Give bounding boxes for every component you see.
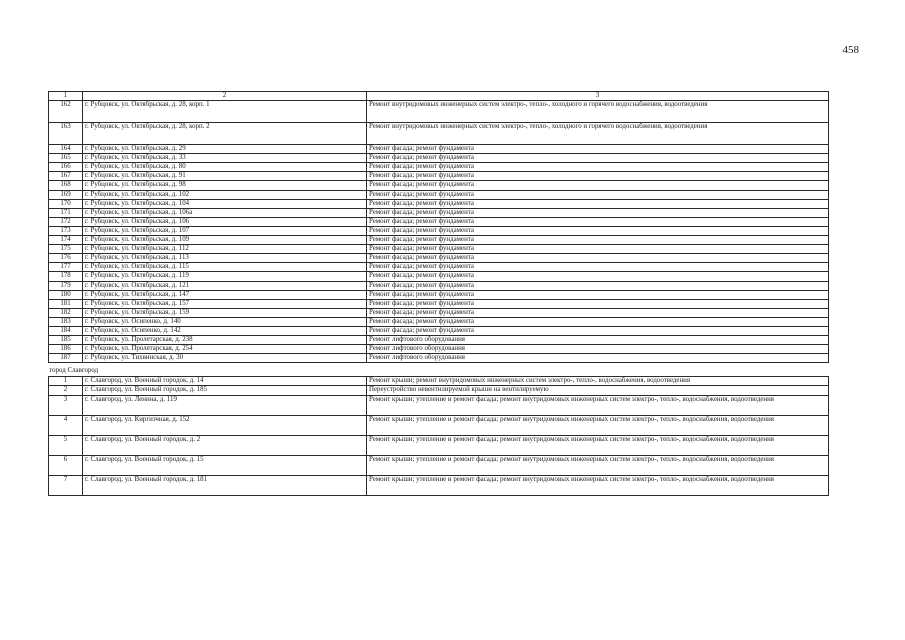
work-type-cell: Ремонт фасада; ремонт фундамента — [367, 145, 829, 154]
row-number-cell: 182 — [49, 308, 83, 317]
table-row — [49, 354, 829, 363]
address-cell: г. Рубцовск, ул. Октябрьская, д. 121 — [83, 281, 367, 290]
address-cell: г. Рубцовск, ул. Октябрьская, д. 91 — [83, 172, 367, 181]
work-type-cell: Ремонт фасада; ремонт фундамента — [367, 226, 829, 235]
address-cell: г. Славгород, ул. Киргизчная, д. 152 — [83, 415, 367, 435]
address-cell: г. Рубцовск, ул. Октябрьская, д. 28, корп. 1 — [83, 101, 367, 123]
address-cell: г. Рубцовск, ул. Октябрьская, д. 104 — [83, 199, 367, 208]
row-number-cell: 166 — [49, 163, 83, 172]
work-type-cell: Ремонт внутридомовых инженерных систем электро-, тепло-, холодного и горячего водоснабжения, водоотведения — [367, 123, 829, 145]
row-number-cell: 173 — [49, 226, 83, 235]
table-row — [49, 226, 829, 235]
address-cell: г. Рубцовск, ул. Пролетарская, д. 254 — [83, 345, 367, 354]
row-number-cell: 178 — [49, 272, 83, 281]
row-number-cell: 163 — [49, 123, 83, 145]
table-row — [49, 254, 829, 263]
work-type-cell: Ремонт фасада; ремонт фундамента — [367, 281, 829, 290]
work-type-cell: Ремонт фасада; ремонт фундамента — [367, 308, 829, 317]
row-number-cell: 185 — [49, 336, 83, 345]
work-type-cell: Ремонт фасада; ремонт фундамента — [367, 245, 829, 254]
work-type-cell: Ремонт фасада; ремонт фундамента — [367, 199, 829, 208]
city-section-heading: город Славгород — [49, 363, 829, 377]
address-cell: г. Рубцовск, ул. Пролетарская, д. 238 — [83, 336, 367, 345]
address-cell: г. Славгород, ул. Военный городок, д. 181 — [83, 475, 367, 495]
address-cell: г. Рубцовск, ул. Октябрьская, д. 28, корп. 2 — [83, 123, 367, 145]
address-cell: г. Рубцовск, ул. Октябрьская, д. 107 — [83, 226, 367, 235]
address-cell: г. Рубцовск, ул. Тихвинская, д. 30 — [83, 354, 367, 363]
table-body — [49, 92, 829, 496]
table-row — [49, 172, 829, 181]
address-cell: г. Славгород, ул. Военный городок, д. 2 — [83, 435, 367, 455]
table-row — [49, 308, 829, 317]
table-row — [49, 290, 829, 299]
table-row — [49, 345, 829, 354]
table-row — [49, 208, 829, 217]
table-row — [49, 236, 829, 245]
address-cell: г. Рубцовск, ул. Октябрьская, д. 106а — [83, 208, 367, 217]
address-cell: г. Рубцовск, ул. Октябрьская, д. 80 — [83, 163, 367, 172]
row-number-cell: 3 — [49, 395, 83, 415]
table-row — [49, 163, 829, 172]
work-type-cell: Ремонт фасада; ремонт фундамента — [367, 163, 829, 172]
address-cell: г. Рубцовск, ул. Октябрьская, д. 109 — [83, 236, 367, 245]
work-type-cell: Ремонт крыши; ремонт внутридомовых инженерных систем электро-, тепло-, водоснабжения, водоотведения — [367, 377, 829, 386]
table-row — [49, 395, 829, 415]
row-number-cell: 165 — [49, 154, 83, 163]
row-number-cell: 184 — [49, 326, 83, 335]
address-cell: г. Рубцовск, ул. Октябрьская, д. 29 — [83, 145, 367, 154]
row-number-cell: 2 — [49, 386, 83, 395]
table-row — [49, 455, 829, 475]
table-row — [49, 154, 829, 163]
table-row — [49, 245, 829, 254]
work-type-cell: Ремонт фасада; ремонт фундамента — [367, 299, 829, 308]
work-type-cell: Ремонт фасада; ремонт фундамента — [367, 217, 829, 226]
row-number-cell: 4 — [49, 415, 83, 435]
address-cell: г. Рубцовск, ул. Октябрьская, д. 33 — [83, 154, 367, 163]
row-number-cell: 175 — [49, 245, 83, 254]
work-type-cell: Ремонт фасада; ремонт фундамента — [367, 172, 829, 181]
table-row — [49, 123, 829, 145]
work-type-cell: Ремонт лифтового оборудования — [367, 345, 829, 354]
row-number-cell: 170 — [49, 199, 83, 208]
work-type-cell: Ремонт фасада; ремонт фундамента — [367, 254, 829, 263]
address-cell: г. Рубцовск, ул. Октябрьская, д. 159 — [83, 308, 367, 317]
address-cell: г. Рубцовск, ул. Октябрьская, д. 102 — [83, 190, 367, 199]
row-number-cell: 162 — [49, 101, 83, 123]
work-type-cell: Ремонт фасада; ремонт фундамента — [367, 263, 829, 272]
table-row — [49, 263, 829, 272]
work-type-cell: Ремонт фасада; ремонт фундамента — [367, 317, 829, 326]
row-number-cell: 186 — [49, 345, 83, 354]
work-type-cell: Ремонт крыши; утепление и ремонт фасада; ремонт внутридомовых инженерных систем электро-, тепло-, водоснабжения, водоотведения — [367, 395, 829, 415]
page-number: 458 — [842, 44, 859, 56]
row-number-cell: 181 — [49, 299, 83, 308]
address-cell: г. Славгород, ул. Ленина, д. 119 — [83, 395, 367, 415]
address-cell: г. Рубцовск, ул. Октябрьская, д. 106 — [83, 217, 367, 226]
address-cell: г. Славгород, ул. Военный городок, д. 14 — [83, 377, 367, 386]
work-type-cell: Ремонт фасада; ремонт фундамента — [367, 326, 829, 335]
work-type-cell: Переустройство невентилируемой крыши на вентилируемую — [367, 386, 829, 395]
address-cell: г. Славгород, ул. Военный городок, д. 185 — [83, 386, 367, 395]
row-number-cell: 164 — [49, 145, 83, 154]
row-number-cell: 172 — [49, 217, 83, 226]
row-number-cell: 174 — [49, 236, 83, 245]
column-number-1: 1 — [49, 92, 83, 101]
row-number-cell: 168 — [49, 181, 83, 190]
address-cell: г. Рубцовск, ул. Октябрьская, д. 98 — [83, 181, 367, 190]
row-number-cell: 7 — [49, 475, 83, 495]
table-row — [49, 377, 829, 386]
address-cell: г. Рубцовск, ул. Октябрьская, д. 157 — [83, 299, 367, 308]
address-cell: г. Рубцовск, ул. Октябрьская, д. 113 — [83, 254, 367, 263]
table-row — [49, 475, 829, 495]
work-type-cell: Ремонт фасада; ремонт фундамента — [367, 154, 829, 163]
address-cell: г. Рубцовск, ул. Осипенко, д. 140 — [83, 317, 367, 326]
table-row — [49, 101, 829, 123]
row-number-cell: 179 — [49, 281, 83, 290]
repair-schedule-table — [48, 91, 829, 496]
address-cell: г. Рубцовск, ул. Октябрьская, д. 115 — [83, 263, 367, 272]
column-number-2: 2 — [83, 92, 367, 101]
address-cell: г. Славгород, ул. Военный городок, д. 15 — [83, 455, 367, 475]
table-row — [49, 281, 829, 290]
row-number-cell: 169 — [49, 190, 83, 199]
table-row — [49, 272, 829, 281]
row-number-cell: 183 — [49, 317, 83, 326]
table-row — [49, 317, 829, 326]
address-cell: г. Рубцовск, ул. Октябрьская, д. 112 — [83, 245, 367, 254]
address-cell: г. Рубцовск, ул. Осипенко, д. 142 — [83, 326, 367, 335]
work-type-cell: Ремонт фасада; ремонт фундамента — [367, 190, 829, 199]
table-row — [49, 435, 829, 455]
column-number-3: 3 — [367, 92, 829, 101]
city-section-row — [49, 363, 829, 377]
row-number-cell: 176 — [49, 254, 83, 263]
work-type-cell: Ремонт внутридомовых инженерных систем электро-, тепло-, холодного и горячего водоснабжения, водоотведения — [367, 101, 829, 123]
table-row — [49, 190, 829, 199]
table-row — [49, 326, 829, 335]
work-type-cell: Ремонт фасада; ремонт фундамента — [367, 290, 829, 299]
address-cell: г. Рубцовск, ул. Октябрьская, д. 119 — [83, 272, 367, 281]
table-row — [49, 181, 829, 190]
row-number-cell: 5 — [49, 435, 83, 455]
table-row — [49, 299, 829, 308]
row-number-cell: 1 — [49, 377, 83, 386]
table-row — [49, 145, 829, 154]
work-type-cell: Ремонт фасада; ремонт фундамента — [367, 208, 829, 217]
work-type-cell: Ремонт фасада; ремонт фундамента — [367, 236, 829, 245]
work-type-cell: Ремонт крыши; утепление и ремонт фасада; ремонт внутридомовых инженерных систем электро-, тепло-, водоснабжения, водоотведения — [367, 415, 829, 435]
row-number-cell: 180 — [49, 290, 83, 299]
work-type-cell: Ремонт крыши; утепление и ремонт фасада; ремонт внутридомовых инженерных систем электро-, тепло-, водоснабжения, водоотведения — [367, 455, 829, 475]
work-type-cell: Ремонт крыши; утепление и ремонт фасада; ремонт внутридомовых инженерных систем электро-, тепло-, водоснабжения, водоотведения — [367, 475, 829, 495]
work-type-cell: Ремонт лифтового оборудования — [367, 354, 829, 363]
row-number-cell: 171 — [49, 208, 83, 217]
work-type-cell: Ремонт фасада; ремонт фундамента — [367, 272, 829, 281]
table-row — [49, 336, 829, 345]
work-type-cell: Ремонт лифтового оборудования — [367, 336, 829, 345]
table-row — [49, 386, 829, 395]
work-type-cell: Ремонт крыши; утепление и ремонт фасада; ремонт внутридомовых инженерных систем электро-, тепло-, водоснабжения, водоотведения — [367, 435, 829, 455]
table-row — [49, 415, 829, 435]
work-type-cell: Ремонт фасада; ремонт фундамента — [367, 181, 829, 190]
table-row — [49, 217, 829, 226]
row-number-cell: 6 — [49, 455, 83, 475]
row-number-cell: 177 — [49, 263, 83, 272]
column-number-row — [49, 92, 829, 101]
table-row — [49, 199, 829, 208]
address-cell: г. Рубцовск, ул. Октябрьская, д. 147 — [83, 290, 367, 299]
row-number-cell: 167 — [49, 172, 83, 181]
row-number-cell: 187 — [49, 354, 83, 363]
